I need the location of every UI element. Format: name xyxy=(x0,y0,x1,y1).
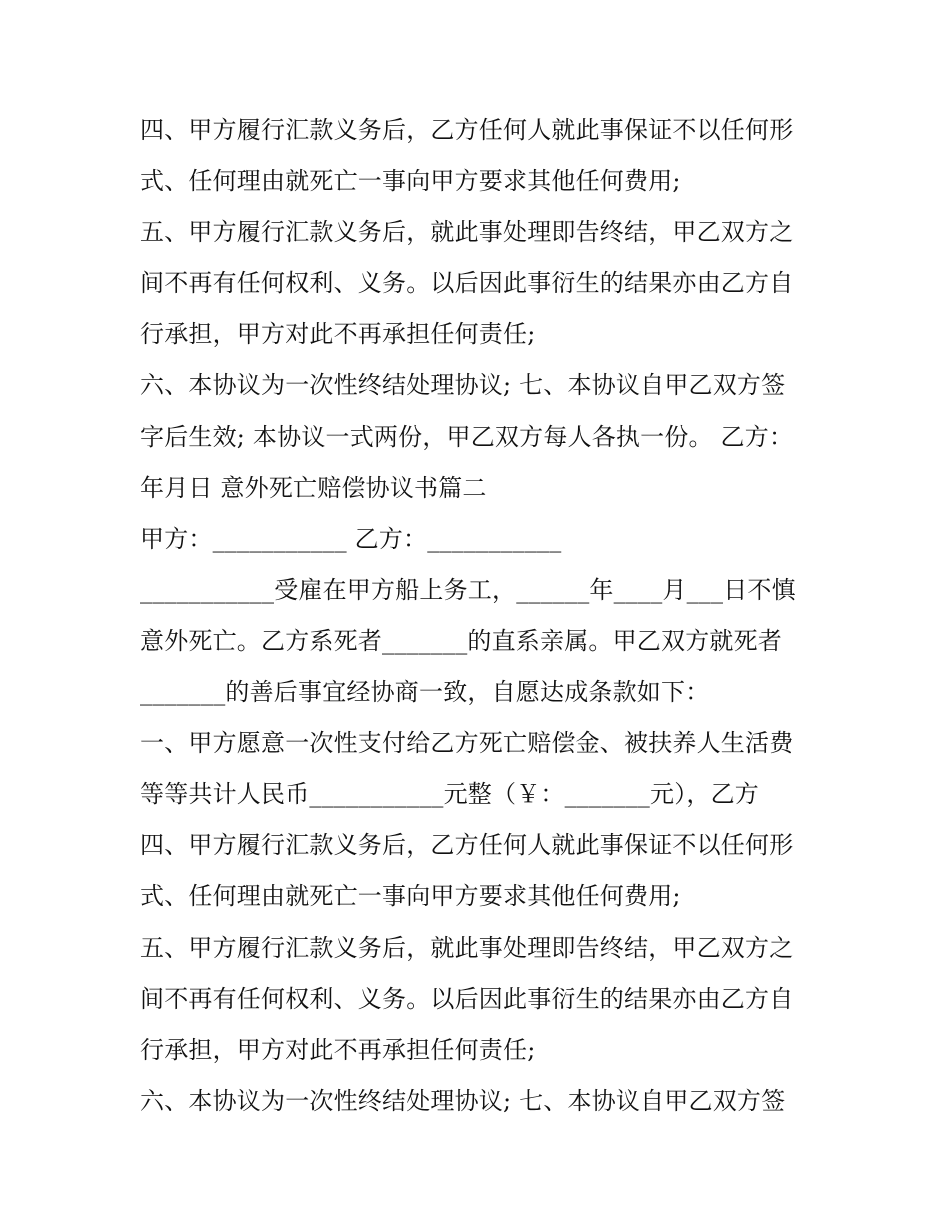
agreement-text xyxy=(140,105,820,1127)
text-line: 式、任何理由就死亡一事向甲方要求其他任何费用; xyxy=(140,882,681,911)
text-line: 四、甲方履行汇款义务后，乙方任何人就此事保证不以任何形 xyxy=(140,831,794,860)
parties-line: 甲方：___________ 乙方：___________ xyxy=(140,524,562,553)
text-line: _______的善后事宜经协商一致，自愿达成条款如下： xyxy=(140,678,710,707)
text-line: 六、本协议为一次性终结处理协议; 七、本协议自甲乙双方签 xyxy=(140,1086,786,1115)
text-line: 五、甲方履行汇款义务后，就此事处理即告终结，甲乙双方之 xyxy=(140,218,794,247)
text-line: 间不再有任何权利、义务。以后因此事衍生的结果亦由乙方自 xyxy=(140,984,794,1013)
text-line: ___________受雇在甲方船上务工，______年____月___日不慎 xyxy=(140,575,796,604)
text-line: 一、甲方愿意一次性支付给乙方死亡赔偿金、被扶养人生活费 xyxy=(140,729,794,758)
text-line: 字后生效; 本协议一式两份，甲乙双方每人各执一份。 乙方： xyxy=(140,422,794,451)
text-line: 意外死亡。乙方系死者_______的直系亲属。甲乙双方就死者 xyxy=(140,626,782,655)
text-line: 行承担，甲方对此不再承担任何责任; xyxy=(140,1035,536,1064)
text-line: 五、甲方履行汇款义务后，就此事处理即告终结，甲乙双方之 xyxy=(140,933,794,962)
text-line: 式、任何理由就死亡一事向甲方要求其他任何费用; xyxy=(140,167,681,196)
text-line: 行承担，甲方对此不再承担任何责任; xyxy=(140,320,536,349)
text-line: 四、甲方履行汇款义务后，乙方任何人就此事保证不以任何形 xyxy=(140,116,794,144)
section-title: 年月日 意外死亡赔偿协议书篇二 xyxy=(140,473,487,502)
text-line: 等等共计人民币___________元整（￥：_______元），乙方 xyxy=(140,780,759,809)
text-line: 六、本协议为一次性终结处理协议; 七、本协议自甲乙双方签 xyxy=(140,371,786,400)
text-line: 间不再有任何权利、义务。以后因此事衍生的结果亦由乙方自 xyxy=(140,269,794,298)
